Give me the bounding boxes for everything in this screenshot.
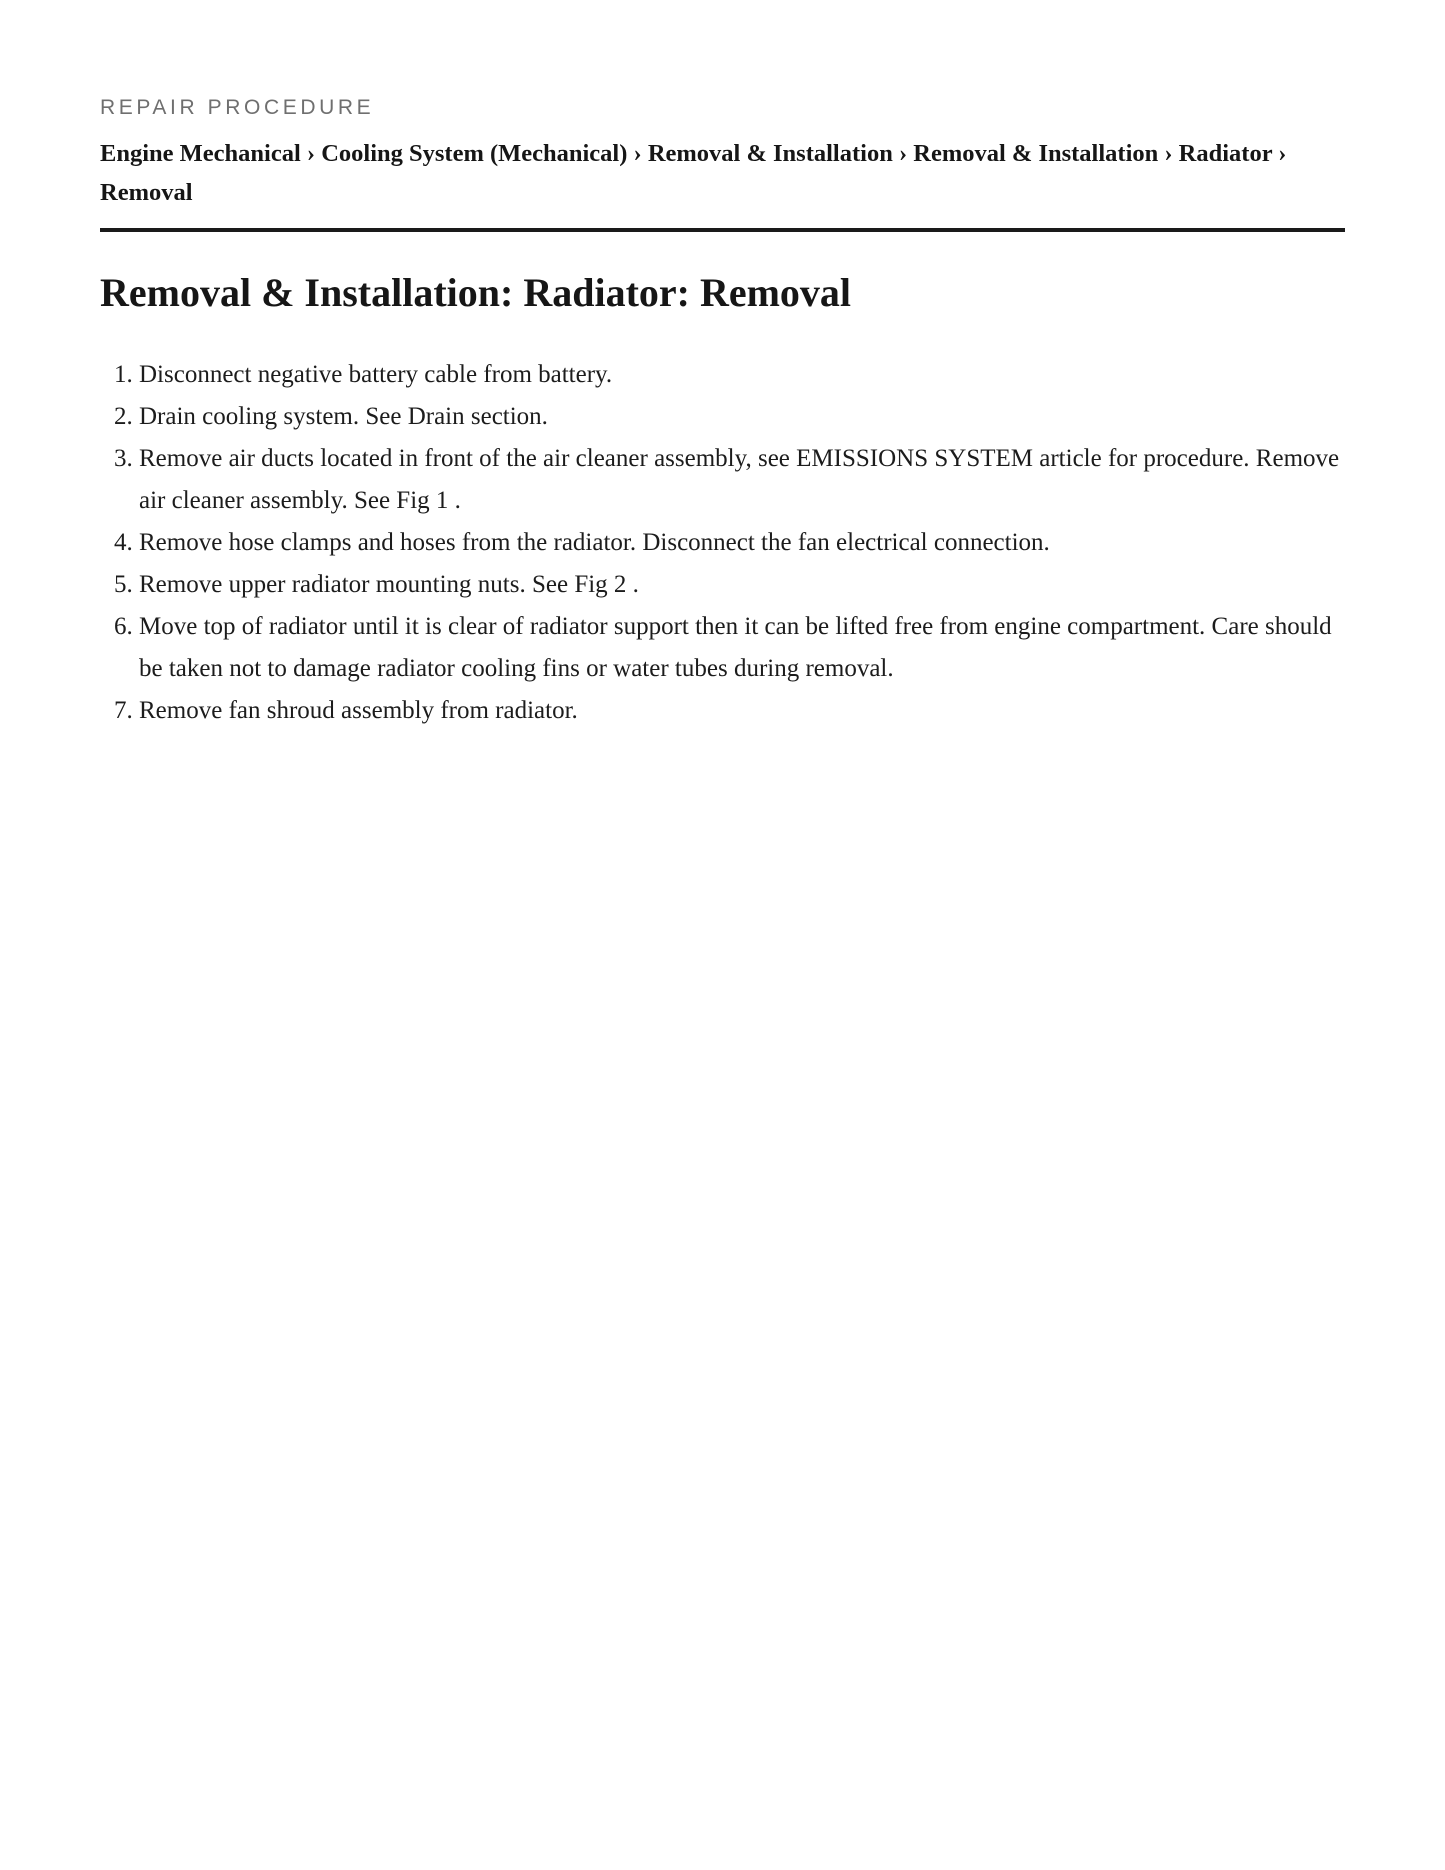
procedure-step: 4. Remove hose clamps and hoses from the radiator. Disconnect the fan electrical connection. [139, 522, 1345, 564]
breadcrumb-separator: › [1164, 140, 1179, 167]
breadcrumb-item[interactable]: Radiator [1178, 140, 1273, 167]
breadcrumb [100, 134, 1345, 212]
procedure-step: 5. Remove upper radiator mounting nuts. See Fig 2 . [139, 564, 1345, 606]
procedure-step: 7. Remove fan shroud assembly from radiator. [139, 690, 1345, 732]
breadcrumb-item-current: Removal [100, 179, 193, 206]
breadcrumb-separator: › [633, 140, 648, 167]
document-page [100, 94, 1345, 732]
breadcrumb-item[interactable]: Cooling System (Mechanical) [321, 140, 628, 167]
procedure-step: 2. Drain cooling system. See Drain section. [139, 396, 1345, 438]
procedure-steps [100, 354, 1345, 732]
breadcrumb-item[interactable]: Removal & Installation [913, 140, 1159, 167]
breadcrumb-item[interactable]: Engine Mechanical [100, 140, 301, 167]
procedure-step: 6. Move top of radiator until it is clear of radiator support then it can be lifted free from engine compartment. Care should be taken not to damage radiator cooling fins or water tubes during removal. [139, 606, 1345, 690]
procedure-step: 3. Remove air ducts located in front of the air cleaner assembly, see EMISSIONS SYSTEM article for procedure. Remove air cleaner assembly. See Fig 1 . [139, 438, 1345, 522]
document-type-label: REPAIR PROCEDURE [100, 96, 375, 119]
breadcrumb-separator: › [306, 140, 322, 167]
breadcrumb-item[interactable]: Removal & Installation [647, 140, 893, 167]
breadcrumb-separator: › [898, 140, 914, 167]
page-title: Removal & Installation: Radiator: Removal [100, 270, 852, 315]
breadcrumb-separator: › [1278, 140, 1287, 167]
header-divider [100, 228, 1345, 232]
procedure-step: 1. Disconnect negative battery cable from battery. [139, 354, 1345, 396]
